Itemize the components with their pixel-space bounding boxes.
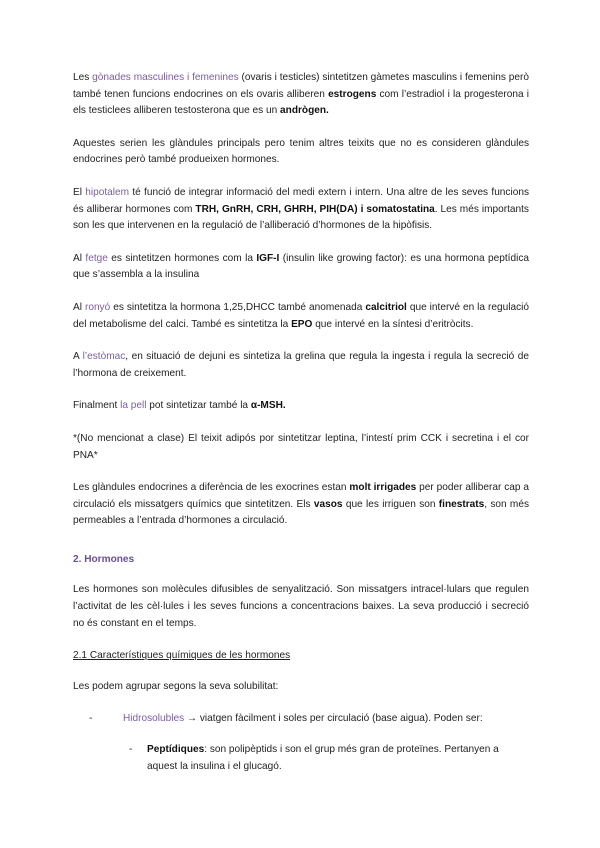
bold-term: finestrats [438, 498, 485, 510]
bullet-dash: - [129, 744, 133, 756]
paragraph-ronyo [73, 300, 529, 333]
paragraph-solubilitat: Les podem agrupar segons la seva solubilitat: [73, 680, 279, 692]
bullet-dash: - [89, 713, 93, 725]
highlight-term: hipotalem [85, 186, 130, 198]
bold-term: α-MSH. [250, 400, 286, 412]
text: : son polipèptids i son el grup més gran de proteïnes. Pertanyen a aquest la insulina i el glucagó. [147, 744, 499, 772]
paragraph-altres-teixits: Aquestes serien les glàndules principals pero tenim altres teixits que no es consideren glàndules endocrines però també produeixen hormones. [73, 137, 529, 166]
text: (insulin like growing factor): es una hormona peptídica que s’assembla a la insulina [73, 252, 529, 281]
paragraph-definicio-hormones: Les hormones son molècules difusibles de senyalització. Son missatgers intracel·lulars que regulen l’activitat de les cèl·lules i les seves funcions a concentracions baixes. La seva producció i secreció no és constant en el temps. [73, 584, 529, 629]
text: , son més permeables a l’entrada d’hormones a circulació. [73, 498, 529, 527]
paragraph-gonades [73, 70, 529, 120]
bold-term: molt irrigades [349, 482, 417, 494]
highlight-term: la pell [120, 400, 147, 412]
text: com l’estradiol i la progesterona i els testiclees alliberen testosterona que es un [73, 88, 530, 117]
text: A [73, 351, 83, 363]
text: que les irriguen son [342, 498, 439, 510]
subsection-heading-caracteristiques: 2.1 Característiques químiques de les hormones [73, 650, 291, 662]
text: pot sintetizar també la [146, 400, 251, 412]
paragraph-pell [73, 398, 529, 415]
bold-term: calcitriol [365, 301, 407, 313]
bullet-hidrosolubles [87, 711, 529, 728]
highlight-term: gònades masculines i femenines [92, 72, 239, 83]
section-heading-hormones: 2. Hormones [73, 553, 135, 565]
bold-term: IGF-I [256, 252, 280, 264]
bold-term: andrògen. [280, 105, 329, 117]
highlight-term: fetge [85, 252, 108, 264]
highlight-term: ronyó [84, 301, 111, 313]
text: que intervé en la regulació del metabolisme del calci. També es sintetitza la [73, 301, 529, 330]
highlight-term: l’estòmac [82, 351, 126, 363]
bold-term: EPO [291, 318, 313, 330]
paragraph-fetge [73, 251, 529, 284]
bold-term: vasos [313, 498, 343, 510]
text: té funció de integrar informació del medi extern i intern. Una altre de les seves funcions és alliberar hormones com [73, 186, 529, 215]
text: Les [73, 72, 93, 83]
paragraph-irrigacio [73, 480, 529, 530]
bold-term: TRH, GnRH, CRH, GHRH, PIH(DA) i somatostatina [195, 203, 435, 215]
bold-term: Peptídiques [147, 744, 205, 756]
paragraph-hipotalem [73, 185, 529, 235]
text: . Les més importants son les que intervenen en la regulació de l’alliberació d’hormones de la hipòfisis. [73, 203, 529, 232]
text: El [73, 186, 86, 198]
highlight-term: Hidrosolubles [123, 713, 185, 725]
sub-bullet-peptidiques [129, 742, 529, 775]
text: , en situació de dejuni es sintetiza la grelina que regula la ingesta i regula la secreció de l’hormona de creixement. [73, 351, 529, 379]
text: que intervé en la síntesi d’eritròcits. [312, 318, 474, 330]
text: → viatgen fàcilment i soles per circulació (base aigua). Poden ser: [184, 713, 483, 725]
text: (ovaris i testicles) sintetitzen gàmetes masculins i femenins però també tenen funcions endocrines on els ovaris alliberen [73, 72, 529, 100]
text: per poder alliberar cap a circulació els missatgers químics que sintetitzen. Els [73, 482, 530, 510]
text: Les glàndules endocrines a diferència de les exocrines estan [73, 482, 350, 494]
paragraph-nota-adipos: *(No mencionat a clase) El teixit adipós por sintetitzar leptina, l’intestí prim CCK i secretina i el cor PNA* [73, 432, 529, 461]
text: Al [73, 301, 85, 313]
text: es sintetitzen hormones com la [107, 252, 257, 264]
text: es sintetitza la hormona 1,25,DHCC també anomenada [110, 301, 366, 313]
paragraph-estomac [73, 349, 529, 382]
text: Finalment [73, 400, 121, 412]
bold-term: estrogens [328, 88, 377, 100]
text: Al [73, 252, 86, 264]
